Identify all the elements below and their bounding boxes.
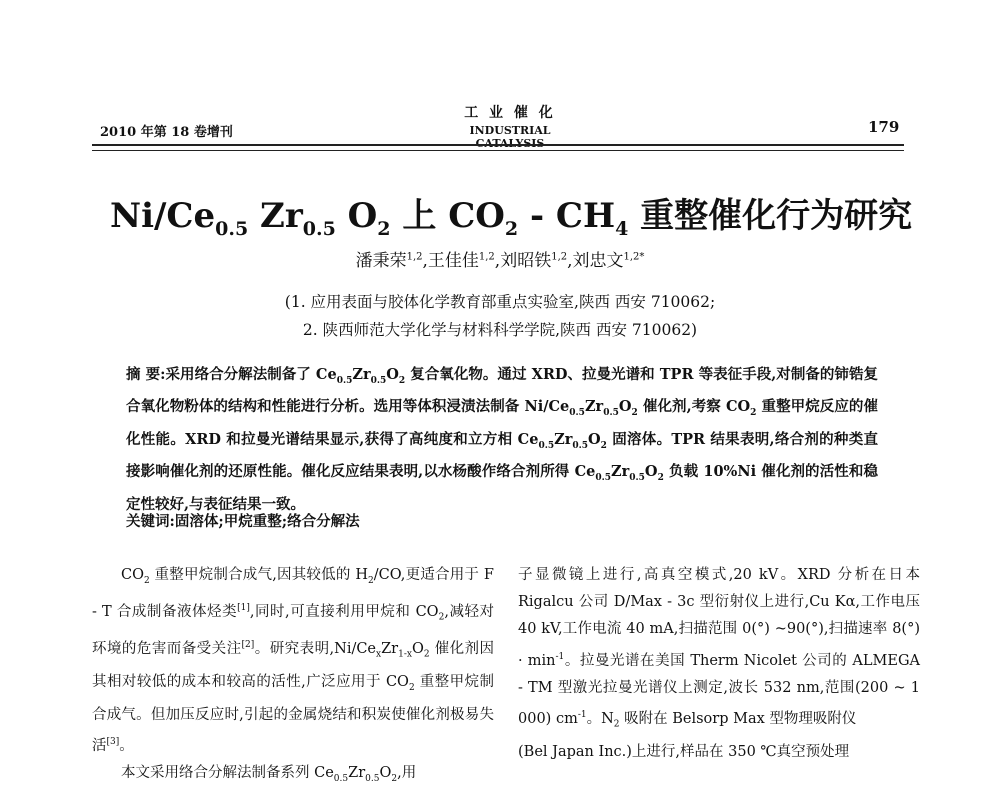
journal-name-cn: 工 业 催 化	[464, 105, 556, 121]
page-number: 179	[868, 118, 900, 136]
keywords	[126, 510, 878, 531]
keywords-text: 固溶体;甲烷重整;络合分解法	[174, 513, 360, 530]
intro-paragraph: $CO_2$ 重整甲烷制合成气,因其较低的 $H_2/CO$,更适合用于 F - T 合成制备液体烃类[1],同时,可直接利用甲烷和 $CO_2$,减轻对环境的危害而备受关注[2]。研究表明$,Ni/Ce_xZr_{1-x}O_2$ 催化剂因其相对较低的成本和较高的活性,广泛应用于 $CO_2$ 重整甲烷制合成气。但加压反应时,引起的金属烧结和积炭使催化剂极易失活[3]。	[92, 567, 495, 755]
header-rule-thick	[92, 144, 904, 146]
abstract: 摘 要:采用络合分解法制备了 $Ce_{0.5}Zr_{0.5}O_2$ 复合氧化物。通过 XRD、拉曼光谱和 TPR 等表征手段,对制备的铈锆复合氧化物粉体的结构和性能进行分析。选用等体积浸渍法制备 $Ni/Ce_{0.5}Zr_{0.5}O_2$ 催化剂,考察 $CO_2$ 重整甲烷反应的催化性能。XRD 和拉曼光谱结果显示,获得了高纯度和立方相 $Ce_{0.5}Zr_{0.5}O_2$ 固溶体。TPR 结果表明,络合剂的种类直接影响催化剂的还原性能。催化反应结果表明,以水杨酸作络合剂所得 $Ce_{0.5}Zr_{0.5}O_2$ 负载 10%Ni 催化剂的活性和稳定性较好,与表征结果一致。	[126, 366, 878, 513]
characterization-paragraph: 子显微镜上进行,高真空模式,20 kV。XRD 分析在日本 Rigalcu 公司 D/Max - 3c 型衍射仪上进行,Cu Kα,工作电压 40 kV,工作电流 40 mA,扫描范围 0(°) ~90(°),扫描速率 $8(^\circ) \cdot \min^{-1}$。拉曼光谱在美国 Therm Nicolet 公司的 ALMEGA - TM 型激光拉曼光谱仪上测定,波长 532 nm,范围(200 ~ 1 000) $cm^{-1}$。$N_2$ 吸附在 Belsorp Max 型物理吸附仪	[518, 567, 921, 730]
body-column-left	[92, 562, 494, 793]
issue-info: 2010 年第 18 卷增刊	[100, 125, 233, 140]
abstract-label: 摘 要:	[126, 366, 166, 383]
affiliation-2: 2. 陕西师范大学化学与材料科学学院,陕西 西安 710062)	[302, 321, 698, 339]
method-paragraph: 本文采用络合分解法制备系列 $Ce_{0.5}Zr_{0.5}O_2$,用	[121, 765, 417, 785]
author-name: 刘忠文	[572, 251, 624, 271]
author-name: 王佳佳	[427, 251, 479, 271]
author-name: 刘昭铁	[500, 251, 552, 271]
header-rule-thin	[92, 150, 904, 151]
affiliation-1: (1. 应用表面与胶体化学教育部重点实验室,陕西 西安 710062;	[284, 293, 716, 311]
body-column-right	[518, 562, 920, 766]
author-name: 潘秉荣	[355, 251, 407, 271]
keywords-label: 关键词:	[126, 513, 175, 530]
journal-name-en: INDUSTRIAL CATALYSIS	[469, 124, 551, 150]
paper-title: $Ni/Ce_{0.5}$ $Zr_{0.5}$ $O_2$ 上 $CO_2 - CH_4$ 重整催化行为研究	[110, 196, 913, 240]
author-list: 潘秉荣$^{1,2}$,王佳佳$^{1,2}$,刘昭铁$^{1,2}$,刘忠文$^{1,2*}$	[355, 251, 645, 271]
characterization-continued: (Bel Japan Inc.)上进行,样品在 350 ℃真空预处理	[518, 743, 850, 760]
journal-header	[440, 102, 580, 150]
